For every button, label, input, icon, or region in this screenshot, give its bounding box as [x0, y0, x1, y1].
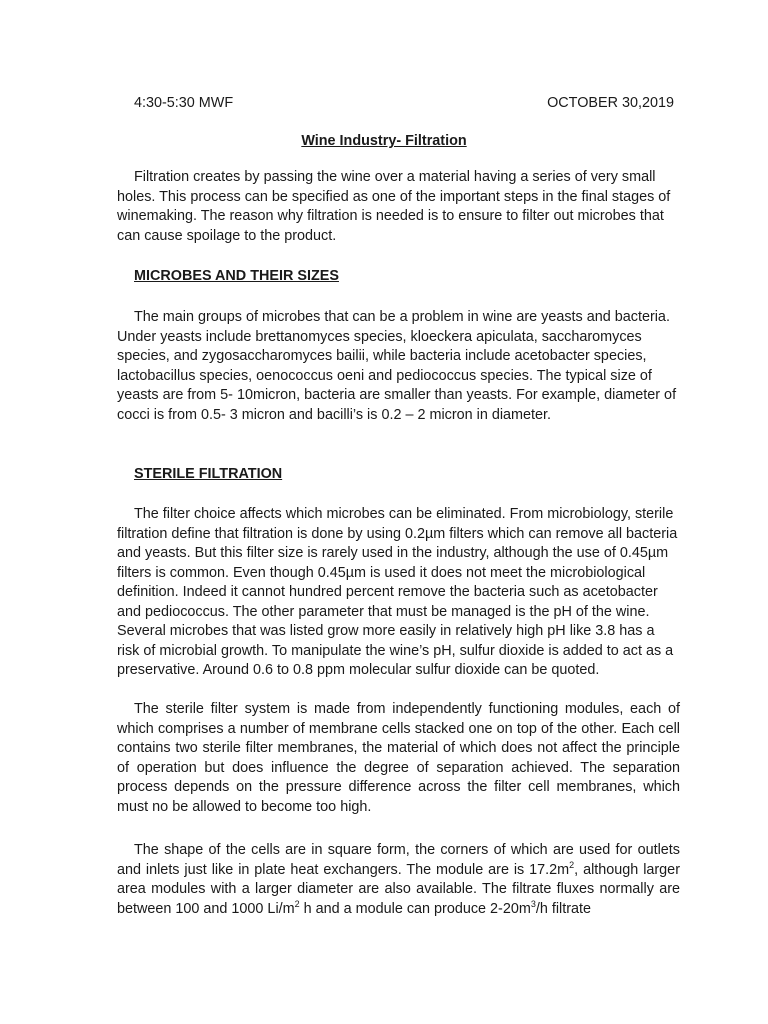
- sterile-filtration-paragraph-1: The filter choice affects which microbes can be eliminated. From microbiology, sterile filtration define that filtration is done by using 0.2µm filters which can remove all bacteria and yeasts. But this filter size is rarely used in the industry, although the use of 0.45µm filters is common. Even though 0.45µm is used it does not meet the microbiological definition. Indeed it cannot hundred percent remove the bacteria such as acetobacter and pediococcus. The other parameter that must be managed is the pH of the wine. Several microbes that was listed grow more easily in relatively high pH like 3.8 has a risk of microbial growth. To manipulate the wine’s pH, sulfur dioxide is added to act as a preservative. Around 0.6 to 0.8 ppm molecular sulfur dioxide can be quoted.: [117, 506, 678, 678]
- document-title: Wine Industry- Filtration: [301, 133, 467, 149]
- section-heading-microbes: MICROBES AND THEIR SIZES: [134, 268, 339, 284]
- paragraph-3-text-4: /h filtrate: [535, 900, 592, 917]
- header-row: [134, 95, 674, 115]
- document-date: OCTOBER 30,2019: [547, 95, 674, 111]
- paragraph-3-text-2: , although larger area modules with a larger diameter are also available. The filtrate fluxes normally are between 100 and 1000 Li/m: [117, 861, 680, 917]
- superscript-3: 3: [530, 898, 536, 909]
- paragraph-3-text-1: The shape of the cells are in square form, the corners of which are used for outlets and inlets just like in plate heat exchangers. The module are is 17.2m: [117, 842, 680, 878]
- microbes-paragraph: The main groups of microbes that can be a problem in wine are yeasts and bacteria. Under yeasts include brettanomyces species, kloeckera apiculata, saccharomyces species, and zygosaccharomyces bailii, while bacteria include acetobacter species, lactobacillus species, oenococcus oeni and pediococcus species. The typical size of yeasts are from 5- 10micron, bacteria are smaller than yeasts. For example, diameter of cocci is from 0.5- 3 micron and bacilli’s is 0.2 – 2 micron in diameter.: [117, 309, 677, 423]
- class-time: 4:30-5:30 MWF: [134, 95, 234, 111]
- superscript-2a: 2: [569, 859, 575, 870]
- sterile-filtration-paragraph-2: The sterile filter system is made from independently functioning modules, each of which comprises a number of membrane cells stacked one on top of the other. Each cell contains two sterile filter membranes, the material of which does not affect the principle of operation but does influence the degree of separation achieved. The separation process depends on the pressure difference across the filter cell membranes, which must no be allowed to become too high.: [117, 701, 680, 815]
- sterile-filtration-paragraph-3: [117, 841, 680, 919]
- intro-paragraph: Filtration creates by passing the wine over a material having a series of very small holes. This process can be specified as one of the important steps in the final stages of winemaking. The reason why filtration is needed is to ensure to filter out microbes that can cause spoilage to the product.: [117, 169, 671, 244]
- paragraph-3-text-3: h and a module can produce 2-20m: [299, 900, 531, 917]
- superscript-2b: 2: [294, 898, 300, 909]
- section-heading-sterile-filtration: STERILE FILTRATION: [134, 466, 283, 482]
